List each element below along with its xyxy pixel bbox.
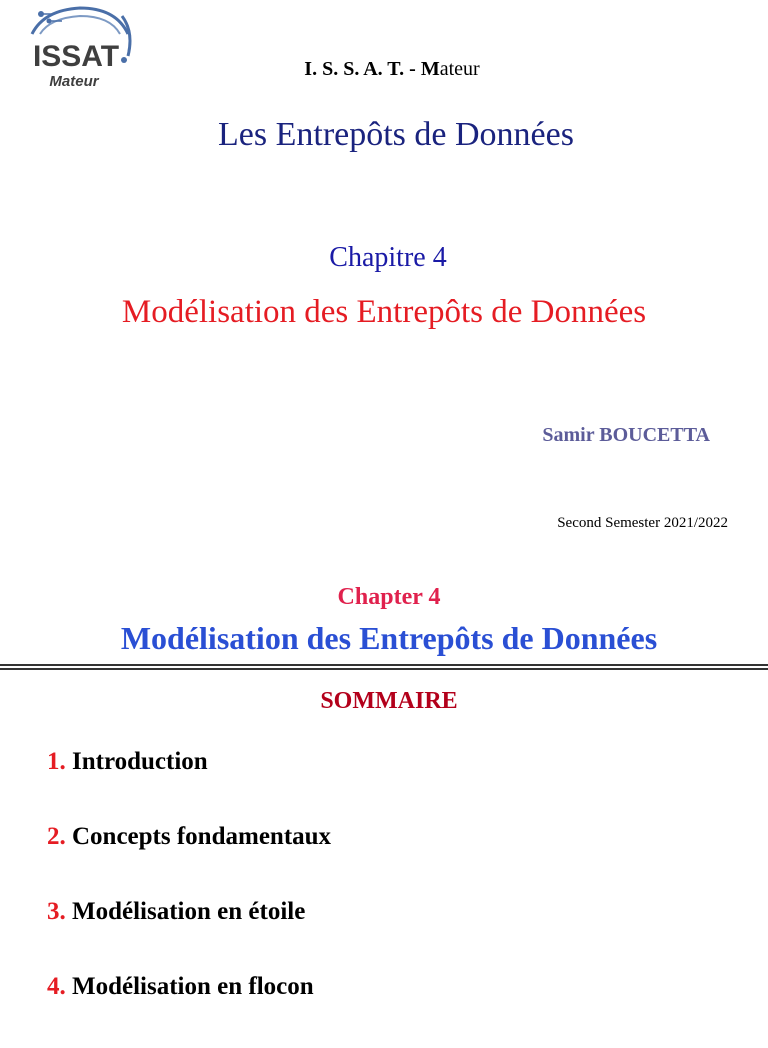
divider-line-bottom	[0, 668, 768, 670]
table-of-contents	[47, 748, 331, 1048]
author-name: Samir BOUCETTA	[542, 424, 710, 446]
toc-item-star-model	[47, 898, 331, 973]
logo-text-main: ISSAT	[32, 40, 120, 73]
chapter-label: Chapitre 4	[329, 242, 447, 273]
divider-line-top	[0, 664, 768, 666]
institution-prefix: I. S. S. A. T. -	[304, 58, 421, 80]
toc-label: Concepts fondamentaux	[72, 823, 332, 850]
slide2-chapter-title: Modélisation des Entrepôts de Données	[120, 620, 658, 656]
summary-heading: SOMMAIRE	[320, 688, 458, 714]
toc-label: Modélisation en flocon	[72, 973, 314, 1000]
toc-label: Introduction	[72, 748, 208, 775]
toc-number: 1.	[47, 748, 66, 775]
toc-item-introduction	[47, 748, 331, 823]
toc-label: Modélisation en étoile	[72, 898, 306, 925]
chapter-title: Modélisation des Entrepôts de Données	[121, 294, 647, 330]
double-divider	[0, 664, 768, 670]
toc-number: 3.	[47, 898, 66, 925]
institution-name	[0, 58, 768, 81]
toc-item-snowflake-model	[47, 973, 331, 1048]
slide2-chapter-label: Chapter 4	[337, 584, 441, 610]
toc-item-concepts	[47, 823, 331, 898]
institution-initial: M	[420, 58, 440, 80]
toc-number: 2.	[47, 823, 66, 850]
institution-rest: ateur	[439, 58, 480, 80]
course-title: Les Entrepôts de Données	[218, 116, 574, 153]
semester-label: Second Semester 2021/2022	[557, 515, 728, 531]
toc-number: 4.	[47, 973, 66, 1000]
logo-text-sub: Mateur	[49, 73, 99, 90]
